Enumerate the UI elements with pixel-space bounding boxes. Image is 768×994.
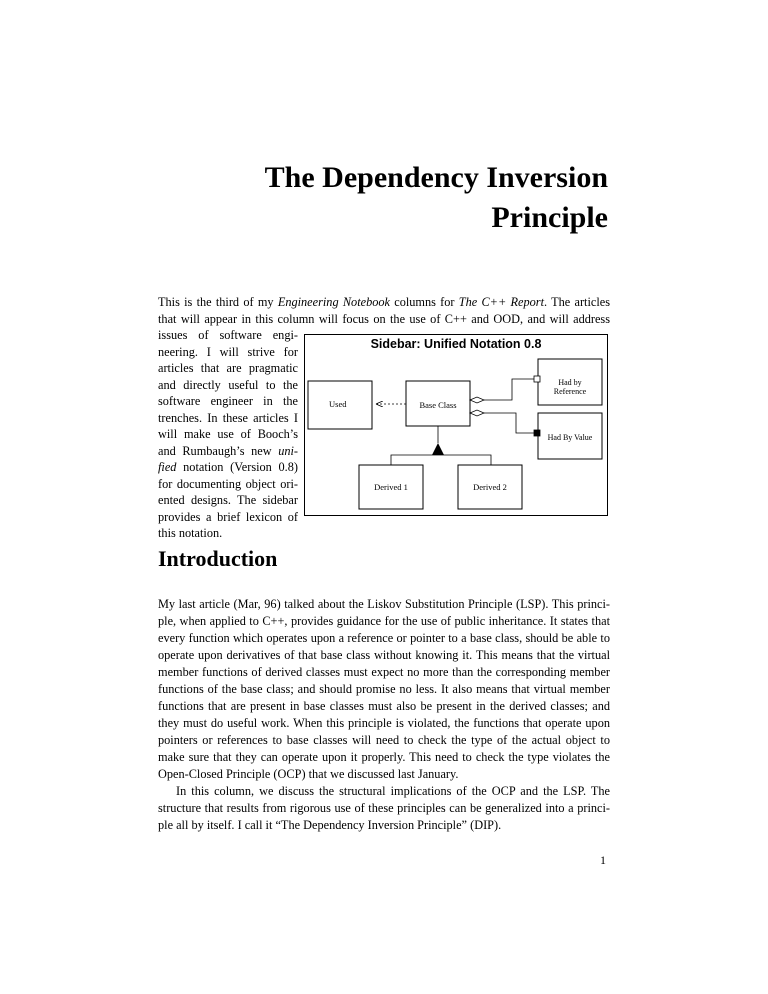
value-association-line bbox=[484, 413, 534, 433]
value-marker-filled-square bbox=[534, 430, 540, 436]
body-line-5: functions of the base class; and should promise no less. It also means that virtual member bbox=[158, 682, 610, 696]
intro-italic-report: The C++ Report bbox=[458, 295, 545, 309]
narrow-line-10: ented designs. The sidebar bbox=[158, 493, 298, 507]
body-line-2: every function which operates upon a reference or pointer to a base class, should be able to bbox=[158, 631, 610, 645]
narrow-italic-fied: fied bbox=[158, 460, 177, 474]
narrow-line-5: trenches. In these articles I bbox=[158, 410, 298, 425]
narrow-line-11: provides a brief lexicon of bbox=[158, 509, 298, 524]
sidebar-diagram bbox=[304, 334, 608, 516]
body-line-6: functions that are present in base classes must also be present in the derived classes; and bbox=[158, 699, 610, 713]
uml-diagram bbox=[305, 335, 609, 517]
had-by-value-label: Had By Value bbox=[547, 433, 593, 442]
narrow-line-4: software engineer in the bbox=[158, 394, 298, 408]
page-title-line-2: Principle bbox=[491, 201, 608, 234]
narrow-line-0: issues of software engi- bbox=[158, 328, 298, 342]
base-class-label: Base Class bbox=[419, 400, 457, 410]
narrow-text: and Rumbaugh’s new bbox=[158, 443, 279, 458]
narrow-line-8 bbox=[158, 459, 298, 476]
derived2-label: Derived 2 bbox=[473, 482, 507, 492]
narrow-line-7 bbox=[158, 443, 298, 460]
narrow-italic-uni: uni- bbox=[278, 443, 298, 458]
para2-line-2: ple all by itself. I call it “The Dependency Inversion Principle” (DIP). bbox=[158, 818, 502, 832]
intro-text: . The articles bbox=[544, 295, 611, 309]
narrow-line-9: for documenting object ori- bbox=[158, 476, 298, 491]
para2-line-0: In this column, we discuss the structural implications of the OCP and the LSP. The bbox=[176, 784, 610, 798]
had-by-reference-label-1: Had by bbox=[558, 378, 582, 387]
page-number: 1 bbox=[600, 853, 606, 867]
body-line-4: member functions of derived classes must expect no more than the corresponding member bbox=[158, 665, 610, 679]
page-title-line-1: The Dependency Inversion bbox=[264, 161, 608, 194]
used-label: Used bbox=[329, 399, 347, 409]
body-line-1: ple, when applied to C++, provides guidance for the use of public inheritance. It states that bbox=[158, 614, 610, 628]
intro-line-2: that will appear in this column will focus on the use of C++ and OOD, and will address bbox=[158, 311, 610, 326]
aggregation-diamond-reference bbox=[470, 397, 484, 403]
intro-italic-notebook: Engineering Notebook bbox=[277, 295, 390, 309]
narrow-line-12: this notation. bbox=[158, 526, 223, 540]
body-line-7: they must do useful work. When this principle is violated, the functions that operate upon bbox=[158, 716, 610, 730]
derived1-label: Derived 1 bbox=[374, 482, 408, 492]
body-line-3: operate upon derivatives of that base class without knowing it. This means that the virtual bbox=[158, 648, 610, 662]
intro-text: columns for bbox=[390, 295, 459, 309]
had-by-reference-label-2: Reference bbox=[553, 387, 587, 396]
aggregation-diamond-value bbox=[470, 410, 484, 416]
inheritance-triangle bbox=[432, 443, 444, 455]
narrow-line-1: neering. I will strive for bbox=[158, 344, 298, 359]
body-line-10: Open-Closed Principle (OCP) that we discussed last January. bbox=[158, 767, 459, 781]
reference-association-line bbox=[484, 379, 534, 400]
para2-line-1: structure that results from rigorous use of these principles can be generalized into a princi- bbox=[158, 801, 610, 815]
narrow-line-6: will make use of Booch’s bbox=[158, 427, 298, 441]
reference-marker-open-square bbox=[534, 376, 540, 382]
section-heading-introduction: Introduction bbox=[158, 546, 278, 571]
sidebar-title: Sidebar: Unified Notation 0.8 bbox=[370, 337, 542, 351]
inheritance-branch bbox=[391, 455, 491, 465]
body-line-0: My last article (Mar, 96) talked about the Liskov Substitution Principle (LSP). This princi- bbox=[158, 597, 610, 611]
body-line-8: pointers or references to base classes will need to check the type of the actual object to bbox=[158, 733, 610, 747]
body-line-9: make sure that they can operate upon it properly. This need to check the type violates the bbox=[158, 750, 610, 764]
narrow-line-2: articles that are pragmatic bbox=[158, 361, 298, 375]
intro-line-1 bbox=[158, 294, 610, 311]
intro-text: This is the third of my bbox=[158, 295, 278, 309]
narrow-line-3: and directly useful to the bbox=[158, 377, 298, 392]
narrow-text: notation (Version 0.8) bbox=[176, 460, 298, 474]
